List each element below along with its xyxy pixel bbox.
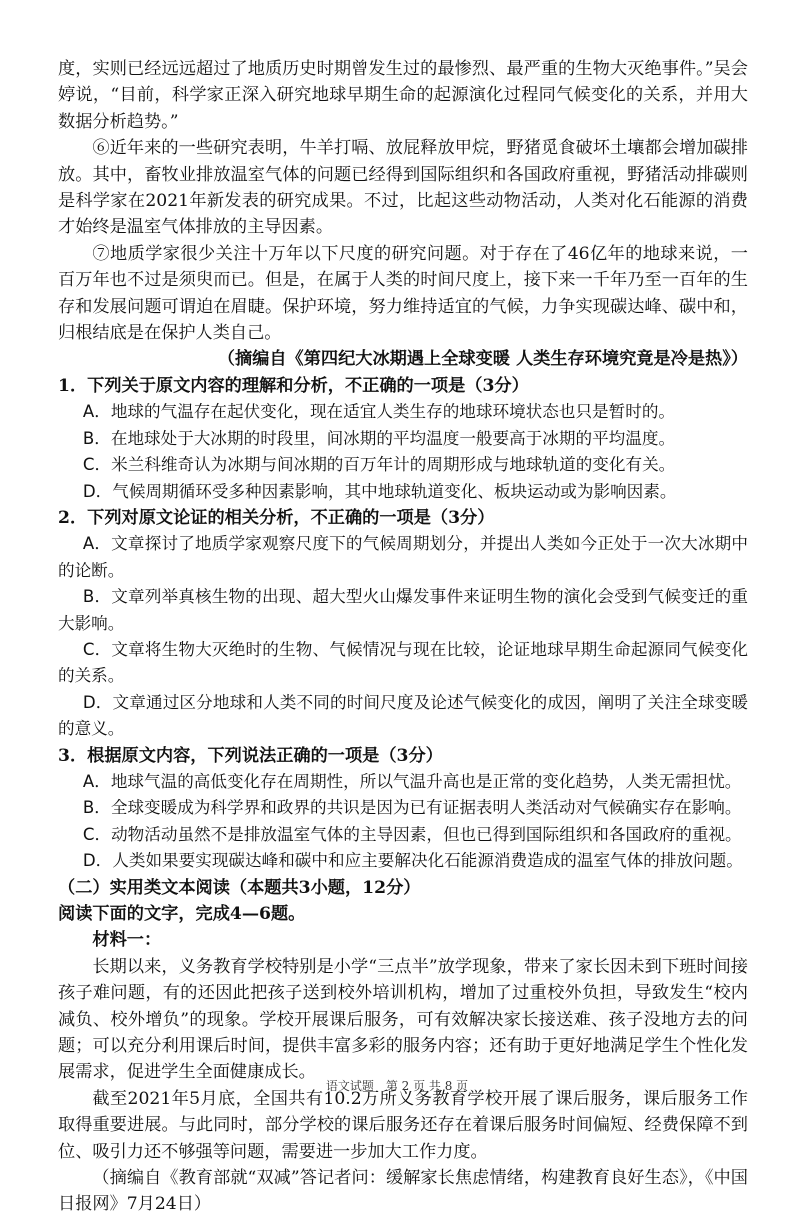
question-3-option-c: C．动物活动虽然不是排放温室气体的主导因素，但也已得到国际组织和各国政府的重视。 xyxy=(82,824,742,844)
question-3-option-b: B．全球变暖成为科学界和政界的共识是因为已有证据表明人类活动对气候确实存在影响。 xyxy=(82,798,742,818)
passage-paragraph-6: ⑥近年来的一些研究表明，牛羊打嗝、放屁释放甲烷，野猪觅食破坏土壤都会增加碳排放。其中，畜牧业排放温室气体的问题已经得到国际组织和各国政府重视，野猪活动排碳则是科学家在2021年新发表的研究成果。不过，比起这些动物活动，人类对化石能源的消费才始终是温室气体排放的主导因素。 xyxy=(58,138,748,238)
question-2-option-b: B．文章列举真核生物的出现、超大型火山爆发事件来证明生物的演化会受到气候变迁的重大影响。 xyxy=(58,587,748,633)
question-2-option-a: A．文章探讨了地质学家观察尺度下的气候周期划分，并提出人类如今正处于一次大冰期中的论断。 xyxy=(58,534,748,580)
passage-paragraph-7: ⑦地质学家很少关注十万年以下尺度的研究问题。对于存在了46亿年的地球来说，一百万年也不过是须臾而已。但是，在属于人类的时间尺度上，接下来一千年乃至一百年的生存和发展问题可谓迫在眉睫。保护环境，努力维持适宜的气候，力争实现碳达峰、碳中和，归根结底是在保护人类自己。 xyxy=(58,243,748,344)
question-2-option-c: C．文章将生物大灭绝时的生物、气候情况与现在比较，论证地球早期生命起源同气候变化的关系。 xyxy=(58,639,748,686)
question-3-option-d: D．人类如果要实现碳达峰和碳中和应主要解决化石能源消费造成的温室气体的排放问题。 xyxy=(82,851,743,871)
question-1-option-b: B．在地球处于大冰期的时段里，间冰期的平均温度一般要高于冰期的平均温度。 xyxy=(82,428,676,448)
material-1-source: （摘编自《教育部就“双减”答记者问：缓解家长焦虑情绪，构建教育良好生态》，《中国日报网》7月24日） xyxy=(58,1168,748,1215)
question-1-option-c: C．米兰科维奇认为冰期与间冰期的百万年计的周期形成与地球轨道的变化有关。 xyxy=(82,455,676,475)
material-1-paragraph-1: 长期以来，义务教育学校特别是小学“三点半”放学现象，带来了家长因未到下班时间接孩子难问题，有的还因此把孩子送到校外培训机构，增加了过重校外负担，导致发生“校内减负、校外增负”的现象。学校开展课后服务，可有效解决家长接送难、孩子没地方去的问题；可以充分利用课后时间，提供丰富多彩的服务内容；还有助于更好地满足学生个性化发展需求，促进学生全面健康成长。 xyxy=(58,956,748,1083)
question-3-option-a: A．地球气温的高低变化存在周期性，所以气温升高也是正常的变化趋势，人类无需担忧。 xyxy=(82,771,742,791)
section-2-instruction: 阅读下面的文字，完成4—6题。 xyxy=(58,904,306,924)
question-2-stem: 2．下列对原文论证的相关分析，不正确的一项是（3分） xyxy=(58,507,495,528)
question-2-option-d: D．文章通过区分地球和人类不同的时间尺度及论述气候变化的成因，阐明了关注全球变暖的意义。 xyxy=(58,692,748,739)
question-1-option-d: D．气候周期循环受多种因素影响，其中地球轨道变化、板块运动或为影响因素。 xyxy=(82,481,677,501)
page-footer: 语文试题 第 2 页 共 8 页 xyxy=(325,1079,469,1093)
question-1-option-a: A．地球的气温存在起伏变化，现在适宜人类生存的地球环境状态也只是暂时的。 xyxy=(82,402,676,422)
exam-page xyxy=(58,56,748,1218)
question-3-stem: 3．根据原文内容，下列说法正确的一项是（3分） xyxy=(58,745,443,766)
passage-source: （摘编自《第四纪大冰期遇上全球变暖 人类生存环境究竟是冷是热》） xyxy=(217,349,748,370)
material-1-paragraph-2: 截至2021年5月底，全国共有10.2万所义务教育学校开展了课后服务，课后服务工作取得重要进展。与此同时，部分学校的课后服务还存在着课后服务时间偏短、经费保障不到位、吸引力还不够强等问题，需要进一步加大工作力度。 xyxy=(58,1088,748,1162)
question-1-stem: 1．下列关于原文内容的理解和分析，不正确的一项是（3分） xyxy=(58,375,529,396)
passage-paragraph-continued: 度，实则已经远远超过了地质历史时期曾发生过的最惨烈、最严重的生物大灭绝事件。”吴会婷说，“目前，科学家正深入研究地球早期生命的起源演化过程同气候变化的关系，并用大数据分析趋势。” xyxy=(58,59,748,132)
section-2-heading: （二）实用类文本阅读（本题共3小题，12分） xyxy=(58,877,421,898)
material-1-label: 材料一： xyxy=(92,930,162,951)
